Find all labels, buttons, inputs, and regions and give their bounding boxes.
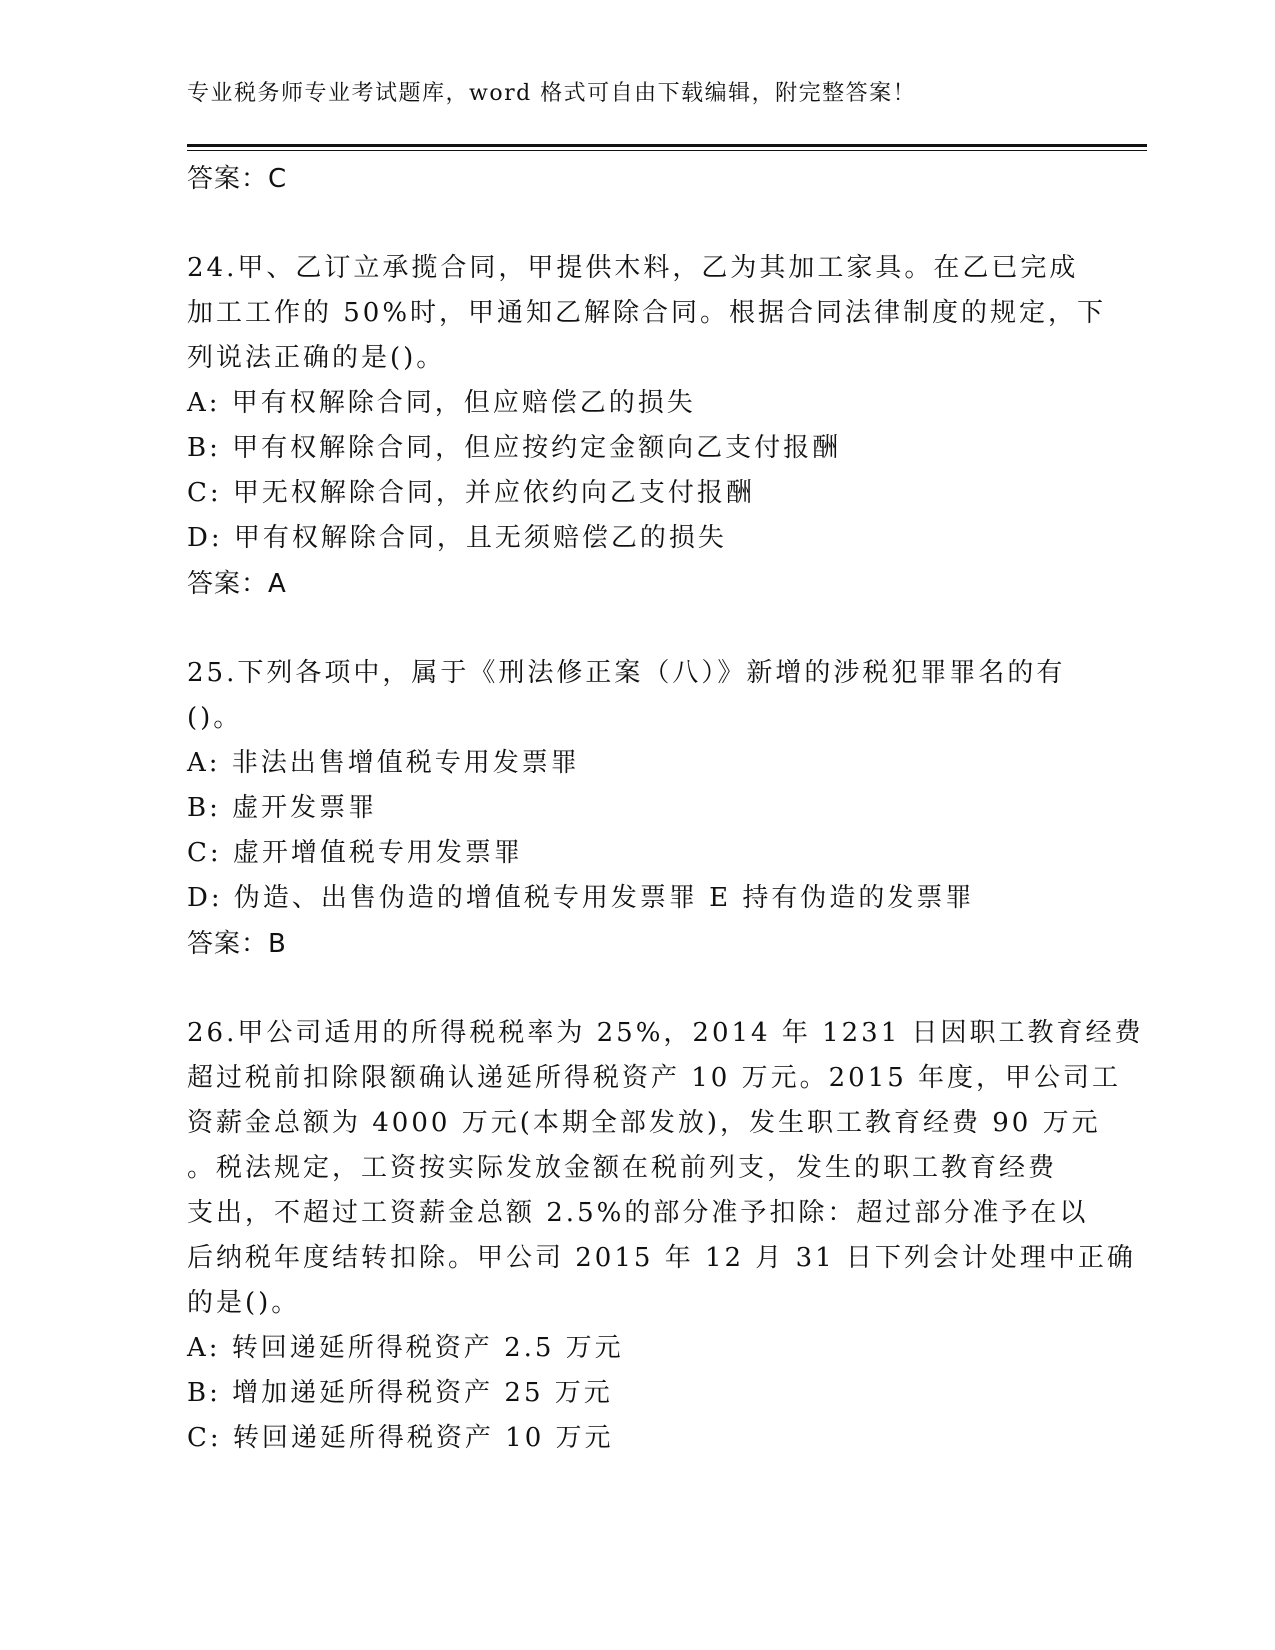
- option-b: B: 甲有权解除合同，但应按约定金额向乙支付报酬: [187, 433, 842, 463]
- question-25: [187, 651, 1087, 967]
- option-b: B: 虚开发票罪: [187, 793, 378, 823]
- spacer: [187, 607, 1087, 651]
- stem-line: 后纳税年度结转扣除。甲公司 2015 年 12 月 31 日下列会计处理中正确: [187, 1243, 1136, 1273]
- stem-line: 。税法规定，工资按实际发放金额在税前列支，发生的职工教育经费: [187, 1153, 1058, 1183]
- answer-line: 答案：B: [187, 929, 287, 959]
- document-content: [187, 156, 1144, 1461]
- question-stem: [187, 246, 1107, 381]
- stem-line: ()。: [187, 703, 243, 733]
- answer-line: 答案：C: [187, 164, 288, 194]
- option-c: C: 虚开增值税专用发票罪: [187, 838, 523, 868]
- stem-line: 加工工作的 50%时，甲通知乙解除合同。根据合同法律制度的规定，下: [187, 298, 1107, 328]
- stem-line: 支出，不超过工资薪金总额 2.5%的部分准予扣除：超过部分准予在以: [187, 1198, 1089, 1228]
- question-stem: [187, 1011, 1144, 1326]
- option-d: D: 伪造、出售伪造的增值税专用发票罪 E 持有伪造的发票罪: [187, 883, 975, 913]
- header-rule-thick: [187, 144, 1147, 147]
- question-stem: [187, 651, 1087, 741]
- stem-line: 的是()。: [187, 1288, 301, 1318]
- option-a: A: 非法出售增值税专用发票罪: [187, 748, 580, 778]
- option-c: C: 转回递延所得税资产 10 万元: [187, 1423, 614, 1453]
- header-rule-thin: [187, 150, 1147, 151]
- spacer: [187, 202, 1087, 246]
- stem-line: 25.下列各项中，属于《刑法修正案（八）》新增的涉税犯罪罪名的有: [187, 658, 1066, 688]
- stem-line: 超过税前扣除限额确认递延所得税资产 10 万元。2015 年度，甲公司工: [187, 1063, 1122, 1093]
- option-b: B: 增加递延所得税资产 25 万元: [187, 1378, 613, 1408]
- stem-line: 26.甲公司适用的所得税税率为 25%，2014 年 1231 日因职工教育经费: [187, 1018, 1144, 1048]
- spacer: [187, 967, 1087, 1011]
- document-page: [187, 0, 1147, 1650]
- page-header: 专业税务师专业考试题库，word 格式可自由下载编辑，附完整答案！: [187, 81, 917, 106]
- option-d: D: 甲有权解除合同，且无须赔偿乙的损失: [187, 523, 727, 553]
- answer-line: 答案：A: [187, 569, 287, 599]
- option-a: A: 甲有权解除合同，但应赔偿乙的损失: [187, 388, 696, 418]
- option-a: A: 转回递延所得税资产 2.5 万元: [187, 1333, 624, 1363]
- stem-line: 列说法正确的是()。: [187, 343, 446, 373]
- option-c: C: 甲无权解除合同，并应依约向乙支付报酬: [187, 478, 755, 508]
- question-24: [187, 246, 1107, 607]
- stem-line: 24.甲、乙订立承揽合同，甲提供木料，乙为其加工家具。在乙已完成: [187, 253, 1079, 283]
- stem-line: 资薪金总额为 4000 万元(本期全部发放)，发生职工教育经费 90 万元: [187, 1108, 1101, 1138]
- question-26: [187, 1011, 1144, 1461]
